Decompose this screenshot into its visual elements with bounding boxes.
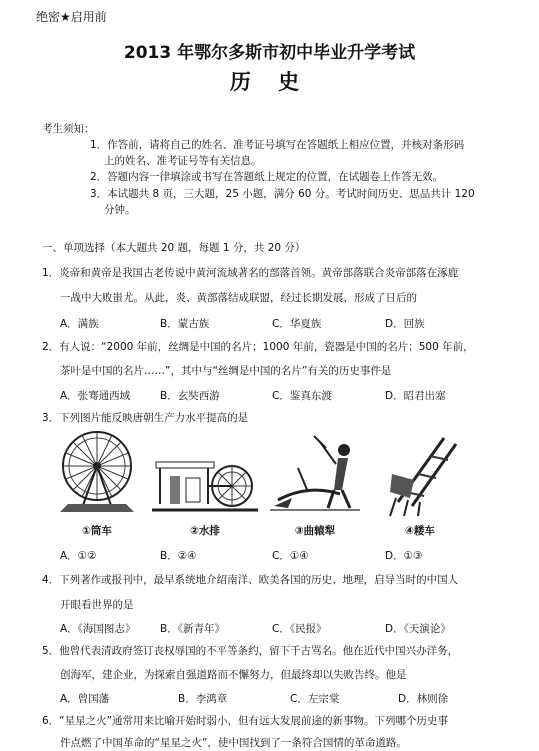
q4-stem-line1: 4．下列著作或报刊中，最早系统地介绍南洋、欧美各国的历史、地理，启导当时的中国人 [42, 574, 459, 586]
notice-item-1-line2: 上的姓名、准考证号等有关信息。 [104, 155, 262, 167]
notice-item-1-line1: 1．作答前，请将自己的姓名、准考证号填写在答题纸上相应位置，并核对条形码 [90, 139, 465, 151]
notice-item-3-line1: 3．本试题共 8 页，三大题，25 小题，满分 60 分。考试时间历史、思品共计 120 [90, 188, 475, 200]
q5-option-c: C．左宗棠 [290, 693, 340, 705]
q6-stem-line1: 6．“星星之火”通常用来比喻开始时弱小，但有远大发展前途的新事物。下列哪个历史事 [42, 715, 449, 727]
q2-option-c: C．鉴真东渡 [272, 390, 332, 402]
q3-option-c: C．①④ [272, 550, 309, 562]
exam-title: 2013 年鄂尔多斯市初中毕业升学考试 [123, 43, 416, 63]
q3-option-a: A．①② [60, 550, 97, 562]
q5-stem-line1: 5．他曾代表清政府签订丧权辱国的不平等条约，留下千古骂名。他在近代中国兴办洋务， [42, 645, 459, 657]
seed-drill-image [384, 432, 464, 518]
q4-option-d: D．《天演论》 [385, 623, 451, 635]
q4-stem-line2: 开眼看世界的是 [60, 599, 134, 611]
water-wheel-image [54, 428, 140, 518]
q3-stem: 3．下列图片能反映唐朝生产力水平提高的是 [42, 412, 249, 424]
q3-option-b: B．②④ [160, 550, 197, 562]
q5-stem-line2: 创海军，建企业，为探索自强道路而不懈努力，但最终却以失败告终。他是 [60, 669, 407, 681]
notice-item-3-line2: 分钟。 [104, 204, 136, 216]
q5-option-d: D．林则徐 [398, 693, 449, 705]
figure-caption-3: ③曲辕犁 [294, 525, 336, 537]
curved-plough-image [268, 428, 364, 518]
q6-stem-line2: 件点燃了中国革命的“星星之火”，使中国找到了一条符合国情的革命道路。 [60, 737, 407, 749]
notice-item-2: 2．答题内容一律填涂或书写在答题纸上规定的位置，在试题卷上作答无效。 [90, 171, 444, 183]
water-bellows-image [150, 452, 260, 516]
q2-option-d: D．昭君出塞 [385, 390, 446, 402]
section-heading: 一、单项选择（本大题共 20 题，每题 1 分，共 20 分） [42, 242, 306, 254]
q2-stem-line1: 2．有人说：“2000 年前，丝绸是中国的名片；1000 年前，瓷器是中国的名片；500 年前， [42, 341, 474, 353]
subject-title: 历 史 [229, 70, 310, 94]
q5-option-a: A．曾国藩 [60, 693, 110, 705]
q1-stem-line2: 一战中大败蚩尤。从此，炎、黄部落结成联盟，经过长期发展，形成了日后的 [60, 292, 417, 304]
q3-option-d: D．①③ [385, 550, 423, 562]
q1-option-c: C．华夏族 [272, 318, 322, 330]
q5-option-b: B．李鸿章 [178, 693, 228, 705]
confidential-mark: 绝密★启用前 [36, 10, 107, 24]
q4-option-a: A．《海国图志》 [60, 623, 136, 635]
notice-heading: 考生须知： [42, 123, 95, 135]
q4-option-c: C．《民报》 [272, 623, 327, 635]
q1-option-d: D．回族 [385, 318, 425, 330]
q1-stem-line1: 1．炎帝和黄帝是我国古老传说中黄河流域著名的部落首领。黄帝部落联合炎帝部落在涿鹿 [42, 267, 459, 279]
q2-option-a: A．张骞通西域 [60, 390, 131, 402]
figure-caption-1: ①筒车 [82, 525, 112, 537]
q2-stem-line2: 茶叶是中国的名片……”，其中与“丝绸是中国的名片”有关的历史事件是 [60, 365, 392, 377]
figure-caption-4: ④耧车 [405, 525, 435, 537]
q1-option-a: A．满族 [60, 318, 99, 330]
q2-option-b: B．玄奘西游 [160, 390, 220, 402]
q1-option-b: B．蒙古族 [160, 318, 210, 330]
figure-caption-2: ②水排 [190, 525, 220, 537]
q4-option-b: B．《新青年》 [160, 623, 225, 635]
